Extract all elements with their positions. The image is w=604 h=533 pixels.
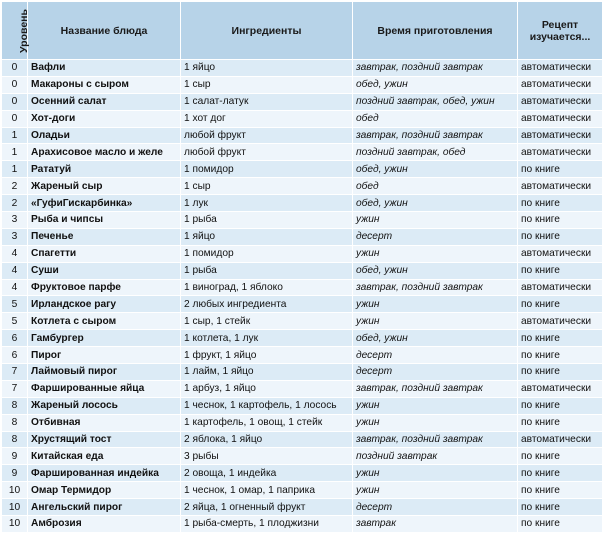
cell-time: ужин bbox=[353, 482, 518, 499]
cell-ingredients: 1 чеснок, 1 омар, 1 паприка bbox=[181, 482, 353, 499]
cell-level: 4 bbox=[2, 245, 28, 262]
table-row bbox=[2, 364, 603, 381]
cell-level: 8 bbox=[2, 414, 28, 431]
cell-dish: Рататуй bbox=[28, 161, 181, 178]
cell-recipe: по книге bbox=[518, 364, 603, 381]
cell-recipe: по книге bbox=[518, 296, 603, 313]
cell-dish: Фруктовое парфе bbox=[28, 279, 181, 296]
table-row bbox=[2, 76, 603, 93]
table-row bbox=[2, 465, 603, 482]
recipes-table bbox=[1, 1, 603, 533]
table-row bbox=[2, 482, 603, 499]
cell-time: обед, ужин bbox=[353, 195, 518, 212]
cell-ingredients: 2 овоща, 1 индейка bbox=[181, 465, 353, 482]
cell-dish: Печенье bbox=[28, 228, 181, 245]
table-row bbox=[2, 110, 603, 127]
table-row bbox=[2, 279, 603, 296]
cell-time: поздний завтрак, обед bbox=[353, 144, 518, 161]
header-ingredients: Ингредиенты bbox=[181, 2, 353, 60]
cell-level: 6 bbox=[2, 330, 28, 347]
cell-time: ужин bbox=[353, 414, 518, 431]
cell-dish: Спагетти bbox=[28, 245, 181, 262]
cell-recipe: по книге bbox=[518, 465, 603, 482]
cell-ingredients: 1 хот дог bbox=[181, 110, 353, 127]
cell-recipe: по книге bbox=[518, 161, 603, 178]
header-row bbox=[2, 2, 603, 60]
table-row bbox=[2, 499, 603, 516]
cell-level: 1 bbox=[2, 127, 28, 144]
table-row bbox=[2, 212, 603, 229]
table-row bbox=[2, 245, 603, 262]
cell-recipe: по книге bbox=[518, 330, 603, 347]
cell-recipe: автоматически bbox=[518, 127, 603, 144]
cell-level: 0 bbox=[2, 60, 28, 77]
cell-time: обед, ужин bbox=[353, 330, 518, 347]
cell-level: 4 bbox=[2, 279, 28, 296]
table-row bbox=[2, 161, 603, 178]
cell-dish: Арахисовое масло и желе bbox=[28, 144, 181, 161]
cell-ingredients: 1 сыр, 1 стейк bbox=[181, 313, 353, 330]
cell-dish: Лаймовый пирог bbox=[28, 364, 181, 381]
cell-recipe: автоматически bbox=[518, 431, 603, 448]
cell-ingredients: 2 любых ингредиента bbox=[181, 296, 353, 313]
cell-level: 8 bbox=[2, 397, 28, 414]
cell-dish: Отбивная bbox=[28, 414, 181, 431]
table-row bbox=[2, 178, 603, 195]
cell-ingredients: 1 яйцо bbox=[181, 228, 353, 245]
cell-level: 6 bbox=[2, 347, 28, 364]
cell-ingredients: 1 рыба bbox=[181, 212, 353, 229]
cell-time: обед, ужин bbox=[353, 262, 518, 279]
cell-time: завтрак, поздний завтрак bbox=[353, 127, 518, 144]
cell-recipe: по книге bbox=[518, 228, 603, 245]
table-row bbox=[2, 313, 603, 330]
cell-time: ужин bbox=[353, 465, 518, 482]
cell-ingredients: 2 яблока, 1 яйцо bbox=[181, 431, 353, 448]
cell-time: десерт bbox=[353, 347, 518, 364]
cell-recipe: автоматически bbox=[518, 60, 603, 77]
cell-ingredients: 1 лайм, 1 яйцо bbox=[181, 364, 353, 381]
table-row bbox=[2, 262, 603, 279]
cell-ingredients: 1 арбуз, 1 яйцо bbox=[181, 380, 353, 397]
table-row bbox=[2, 431, 603, 448]
cell-time: ужин bbox=[353, 296, 518, 313]
cell-dish: Хрустящий тост bbox=[28, 431, 181, 448]
cell-recipe: по книге bbox=[518, 397, 603, 414]
cell-recipe: автоматически bbox=[518, 93, 603, 110]
cell-time: ужин bbox=[353, 212, 518, 229]
cell-ingredients: 1 сыр bbox=[181, 178, 353, 195]
cell-level: 7 bbox=[2, 380, 28, 397]
cell-level: 3 bbox=[2, 212, 28, 229]
cell-ingredients: 3 рыбы bbox=[181, 448, 353, 465]
cell-time: десерт bbox=[353, 364, 518, 381]
header-time: Время приготовления bbox=[353, 2, 518, 60]
table-row bbox=[2, 195, 603, 212]
cell-recipe: по книге bbox=[518, 347, 603, 364]
cell-ingredients: любой фрукт bbox=[181, 127, 353, 144]
cell-level: 9 bbox=[2, 448, 28, 465]
cell-dish: «ГуфиГискарбинка» bbox=[28, 195, 181, 212]
cell-recipe: по книге bbox=[518, 212, 603, 229]
cell-level: 0 bbox=[2, 93, 28, 110]
cell-level: 5 bbox=[2, 296, 28, 313]
cell-time: обед bbox=[353, 178, 518, 195]
cell-dish: Хот-доги bbox=[28, 110, 181, 127]
cell-level: 0 bbox=[2, 76, 28, 93]
cell-level: 4 bbox=[2, 262, 28, 279]
cell-recipe: автоматически bbox=[518, 144, 603, 161]
cell-recipe: по книге bbox=[518, 499, 603, 516]
cell-ingredients: 1 котлета, 1 лук bbox=[181, 330, 353, 347]
header-level: Уровень bbox=[2, 2, 28, 60]
cell-recipe: по книге bbox=[518, 414, 603, 431]
cell-ingredients: 1 чеснок, 1 картофель, 1 лосось bbox=[181, 397, 353, 414]
cell-recipe: автоматически bbox=[518, 279, 603, 296]
cell-time: завтрак, поздний завтрак bbox=[353, 60, 518, 77]
cell-ingredients: 1 виноград, 1 яблоко bbox=[181, 279, 353, 296]
cell-recipe: по книге bbox=[518, 195, 603, 212]
cell-level: 9 bbox=[2, 465, 28, 482]
cell-time: ужин bbox=[353, 397, 518, 414]
cell-level: 1 bbox=[2, 161, 28, 178]
cell-dish: Ирландское рагу bbox=[28, 296, 181, 313]
cell-level: 10 bbox=[2, 516, 28, 533]
cell-dish: Суши bbox=[28, 262, 181, 279]
cell-time: завтрак, поздний завтрак bbox=[353, 380, 518, 397]
cell-ingredients: любой фрукт bbox=[181, 144, 353, 161]
table-row bbox=[2, 296, 603, 313]
cell-level: 1 bbox=[2, 144, 28, 161]
table-row bbox=[2, 347, 603, 364]
cell-dish: Амброзия bbox=[28, 516, 181, 533]
cell-time: завтрак bbox=[353, 516, 518, 533]
header-dish: Название блюда bbox=[28, 2, 181, 60]
cell-level: 2 bbox=[2, 195, 28, 212]
table-row bbox=[2, 144, 603, 161]
cell-time: завтрак, поздний завтрак bbox=[353, 279, 518, 296]
cell-ingredients: 1 сыр bbox=[181, 76, 353, 93]
cell-ingredients: 1 рыба bbox=[181, 262, 353, 279]
cell-time: завтрак, поздний завтрак bbox=[353, 431, 518, 448]
cell-level: 10 bbox=[2, 482, 28, 499]
cell-time: десерт bbox=[353, 228, 518, 245]
cell-level: 7 bbox=[2, 364, 28, 381]
cell-ingredients: 1 картофель, 1 овощ, 1 стейк bbox=[181, 414, 353, 431]
cell-recipe: по книге bbox=[518, 482, 603, 499]
cell-dish: Котлета с сыром bbox=[28, 313, 181, 330]
cell-ingredients: 1 помидор bbox=[181, 245, 353, 262]
cell-level: 3 bbox=[2, 228, 28, 245]
cell-level: 10 bbox=[2, 499, 28, 516]
cell-recipe: автоматически bbox=[518, 313, 603, 330]
table-row bbox=[2, 330, 603, 347]
cell-ingredients: 1 салат-латук bbox=[181, 93, 353, 110]
cell-dish: Омар Термидор bbox=[28, 482, 181, 499]
cell-recipe: по книге bbox=[518, 448, 603, 465]
table-row bbox=[2, 516, 603, 533]
cell-dish: Фаршированные яйца bbox=[28, 380, 181, 397]
cell-time: ужин bbox=[353, 313, 518, 330]
table-row bbox=[2, 60, 603, 77]
cell-ingredients: 2 яйца, 1 огненный фрукт bbox=[181, 499, 353, 516]
cell-time: обед, ужин bbox=[353, 161, 518, 178]
table-row bbox=[2, 414, 603, 431]
cell-time: поздний завтрак, обед, ужин bbox=[353, 93, 518, 110]
cell-dish: Ангельский пирог bbox=[28, 499, 181, 516]
cell-recipe: автоматически bbox=[518, 178, 603, 195]
cell-ingredients: 1 яйцо bbox=[181, 60, 353, 77]
cell-ingredients: 1 рыба-смерть, 1 плоджизни bbox=[181, 516, 353, 533]
table-row bbox=[2, 380, 603, 397]
cell-level: 2 bbox=[2, 178, 28, 195]
cell-ingredients: 1 лук bbox=[181, 195, 353, 212]
header-recipe: Рецепт изучается... bbox=[518, 2, 603, 60]
table-row bbox=[2, 93, 603, 110]
cell-dish: Китайская еда bbox=[28, 448, 181, 465]
cell-dish: Гамбургер bbox=[28, 330, 181, 347]
cell-dish: Макароны с сыром bbox=[28, 76, 181, 93]
table-row bbox=[2, 127, 603, 144]
cell-recipe: автоматически bbox=[518, 76, 603, 93]
cell-level: 8 bbox=[2, 431, 28, 448]
cell-recipe: по книге bbox=[518, 516, 603, 533]
cell-recipe: автоматически bbox=[518, 110, 603, 127]
table-row bbox=[2, 228, 603, 245]
cell-time: поздний завтрак bbox=[353, 448, 518, 465]
cell-time: ужин bbox=[353, 245, 518, 262]
cell-recipe: автоматически bbox=[518, 245, 603, 262]
cell-dish: Вафли bbox=[28, 60, 181, 77]
table-row bbox=[2, 397, 603, 414]
cell-time: десерт bbox=[353, 499, 518, 516]
cell-level: 5 bbox=[2, 313, 28, 330]
cell-dish: Пирог bbox=[28, 347, 181, 364]
cell-dish: Рыба и чипсы bbox=[28, 212, 181, 229]
cell-dish: Жареный сыр bbox=[28, 178, 181, 195]
cell-time: обед bbox=[353, 110, 518, 127]
cell-dish: Осенний салат bbox=[28, 93, 181, 110]
cell-dish: Жареный лосось bbox=[28, 397, 181, 414]
cell-dish: Оладьи bbox=[28, 127, 181, 144]
cell-ingredients: 1 фрукт, 1 яйцо bbox=[181, 347, 353, 364]
cell-ingredients: 1 помидор bbox=[181, 161, 353, 178]
cell-time: обед, ужин bbox=[353, 76, 518, 93]
cell-dish: Фаршированная индейка bbox=[28, 465, 181, 482]
cell-recipe: по книге bbox=[518, 262, 603, 279]
cell-recipe: автоматически bbox=[518, 380, 603, 397]
table-row bbox=[2, 448, 603, 465]
cell-level: 0 bbox=[2, 110, 28, 127]
